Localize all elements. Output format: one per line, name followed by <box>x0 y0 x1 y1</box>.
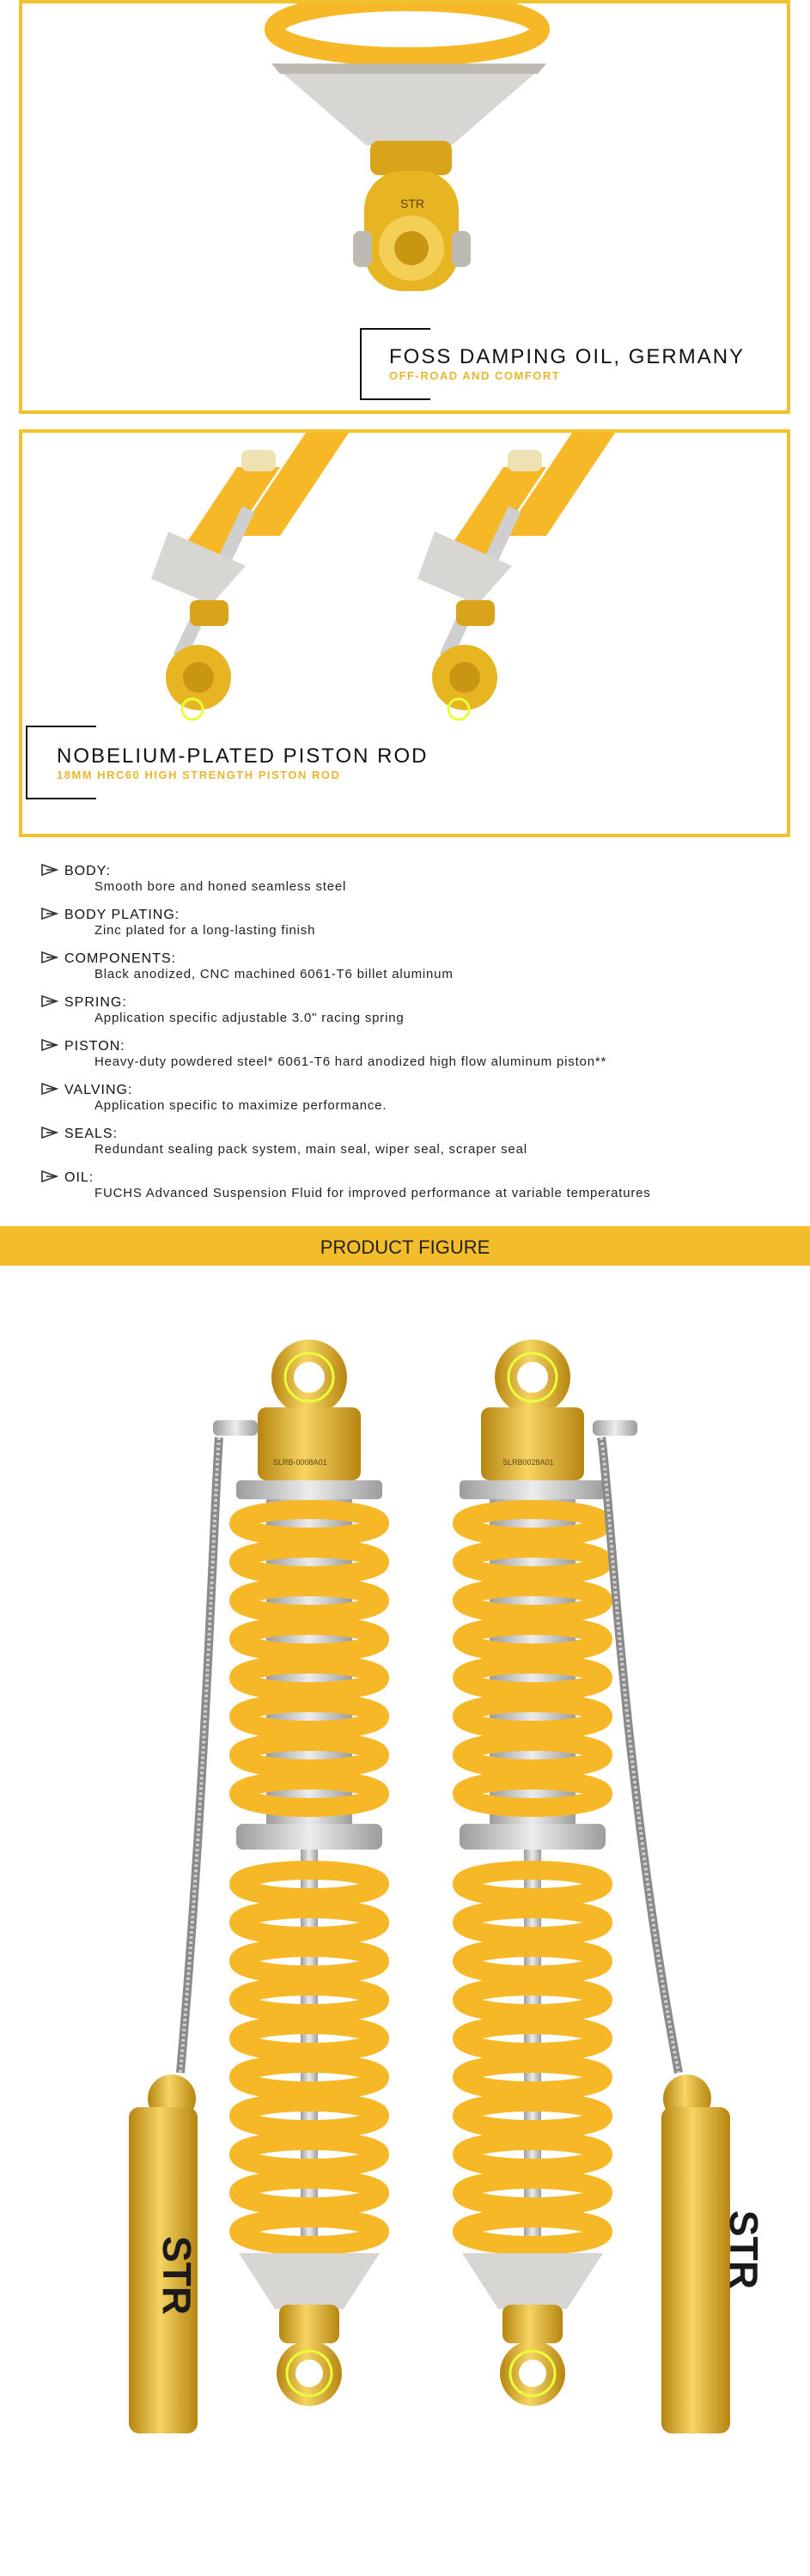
spec-label: BODY: <box>64 864 111 878</box>
spec-desc: Zinc plated for a long-lasting finish <box>94 923 316 938</box>
spec-desc: Application specific to maximize performance. <box>94 1098 387 1113</box>
spec-desc: Smooth bore and honed seamless steel <box>94 879 347 894</box>
housing-mark: STR <box>400 197 424 210</box>
arrow-right-icon <box>41 1127 58 1139</box>
body-tag: SLRB0028A01 <box>502 1458 554 1467</box>
spec-desc: Redundant sealing pack system, main seal, wiper seal, scraper seal <box>94 1142 527 1157</box>
arrow-right-icon <box>41 1083 58 1095</box>
feature-panel-piston-rod <box>19 429 790 837</box>
spec-list <box>41 862 780 1212</box>
arrow-right-icon <box>41 1039 58 1051</box>
arrow-right-icon <box>41 908 58 920</box>
spec-desc: FUCHS Advanced Suspension Fluid for improved performance at variable temperatures <box>94 1186 651 1200</box>
spec-label: VALVING: <box>64 1083 133 1097</box>
arrow-right-icon <box>41 995 58 1007</box>
spec-label: SPRING: <box>64 995 127 1010</box>
spec-desc: Application specific adjustable 3.0" racing spring <box>94 1011 405 1025</box>
arrow-right-icon <box>41 1170 58 1182</box>
panel-title: FOSS DAMPING OIL, GERMANY <box>389 345 746 368</box>
spec-desc: Heavy-duty powdered steel* 6061-T6 hard anodized high flow aluminum piston** <box>94 1054 607 1069</box>
left-shock <box>129 1340 382 2433</box>
spec-label: OIL: <box>64 1170 94 1185</box>
spec-item-components <box>41 950 780 993</box>
panel-subtitle: 18MM HRC60 HIGH STRENGTH PISTON ROD <box>57 769 341 781</box>
spec-label: PISTON: <box>64 1039 125 1054</box>
reservoir-logo: STR <box>155 2236 199 2315</box>
panel-title: NOBELIUM-PLATED PISTON ROD <box>57 744 429 768</box>
feature-panel-damping-oil <box>19 0 790 414</box>
spec-item-body-plating <box>41 906 780 950</box>
section-header-label: PRODUCT FIGURE <box>320 1236 490 1258</box>
spec-item-seals <box>41 1125 780 1169</box>
spec-item-oil <box>41 1169 780 1212</box>
reservoir-logo: STR <box>722 2210 766 2289</box>
spec-label: SEALS: <box>64 1127 119 1141</box>
panel-subtitle: OFF-ROAD AND COMFORT <box>389 369 561 382</box>
spec-item-piston <box>41 1037 780 1081</box>
spec-desc: Black anodized, CNC machined 6061-T6 billet aluminum <box>94 967 454 981</box>
spec-item-valving <box>41 1081 780 1125</box>
spec-item-spring <box>41 993 780 1037</box>
product-figure-image <box>0 1266 810 2571</box>
section-header-bar <box>0 1226 810 1266</box>
arrow-right-icon <box>41 864 58 876</box>
spec-label: BODY PLATING: <box>64 908 180 922</box>
spec-item-body <box>41 862 780 906</box>
spec-label: COMPONENTS: <box>64 951 177 966</box>
body-tag: SLRB-0008A01 <box>273 1458 327 1467</box>
arrow-right-icon <box>41 951 58 963</box>
right-shock <box>460 1340 766 2433</box>
